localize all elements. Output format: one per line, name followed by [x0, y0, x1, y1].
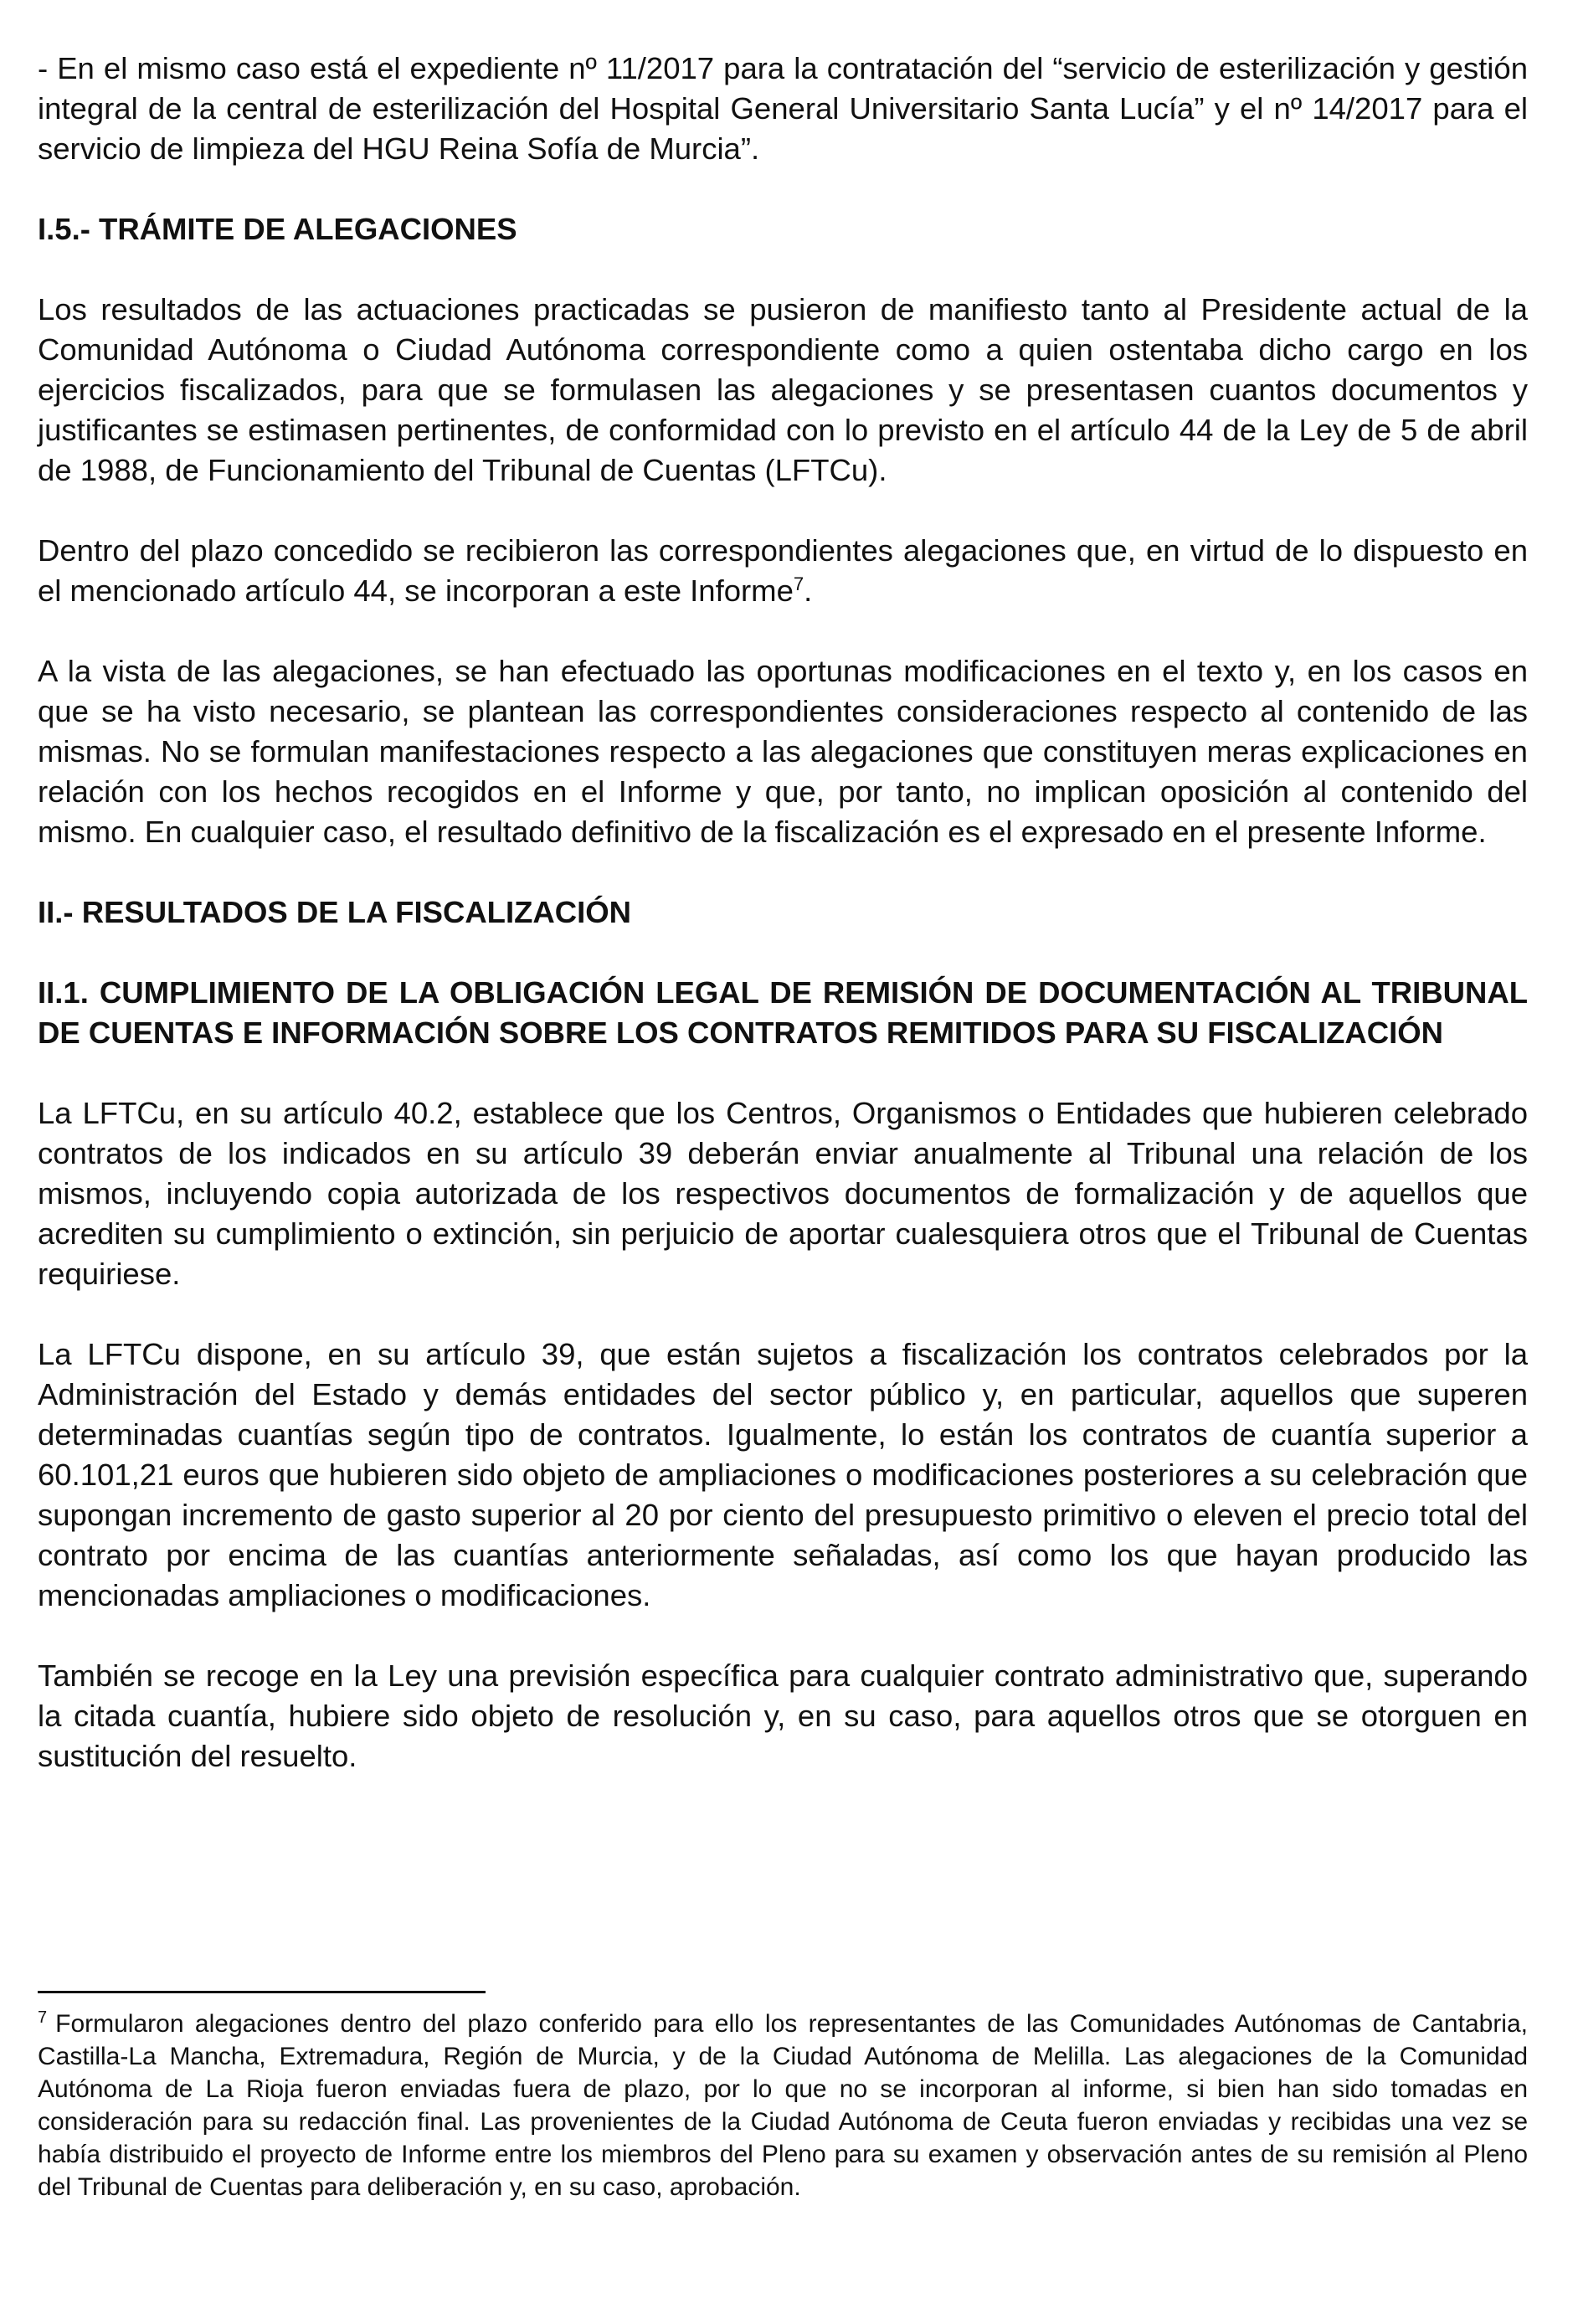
footnote-reference[interactable]: 7 [793, 573, 804, 594]
alegaciones-paragraph-2-end: . [804, 573, 813, 608]
footnote [38, 2008, 1528, 2203]
cumplimiento-paragraph-1: La LFTCu, en su artículo 40.2, establece que los Centros, Organismos o Entidades que hubieren celebrado contratos de los indicados en su artículo 39 deberán enviar anualmente al Tribunal una relación de los mismos, incluyendo copia autorizada de los respectivos documentos de formalización y de aquellos que acrediten su cumplimiento o extinción, sin perjuicio de aportar cualesquiera otros que el Tribunal de Cuentas requiriese. [38, 1096, 1528, 1291]
section-heading-i5: I.5.- TRÁMITE DE ALEGACIONES [38, 212, 517, 246]
cumplimiento-paragraph-3: También se recoge en la Ley una previsión específica para cualquier contrato administrativo que, superando la citada cuantía, hubiere sido objeto de resolución y, en su caso, para aquellos otros que se otorguen en sustitución del resuelto. [38, 1658, 1528, 1773]
intro-paragraph: - En el mismo caso está el expediente nº 11/2017 para la contratación del “servicio de esterilización y gestión integral de la central de esterilización del Hospital General Universitario Santa Lucía” y el nº 14/2017 para el servicio de limpieza del HGU Reina Sofía de Murcia”. [38, 51, 1528, 166]
section-heading-ii1: II.1. CUMPLIMIENTO DE LA OBLIGACIÓN LEGAL DE REMISIÓN DE DOCUMENTACIÓN AL TRIBUNAL DE CUENTAS E INFORMACIÓN SOBRE LOS CONTRATOS REMITIDOS PARA SU FISCALIZACIÓN [38, 975, 1528, 1050]
footnote-separator [38, 1991, 486, 1993]
footnote-mark: 7 [38, 2008, 48, 2027]
alegaciones-paragraph-3: A la vista de las alegaciones, se han efectuado las oportunas modificaciones en el texto y, en los casos en que se ha visto necesario, se plantean las correspondientes consideraciones respecto al contenido de las mismas. No se formulan manifestaciones respecto a las alegaciones que constituyen meras explicaciones en relación con los hechos recogidos en el Informe y que, por tanto, no implican oposición al contenido del mismo. En cualquier caso, el resultado definitivo de la fiscalización es el expresado en el presente Informe. [38, 654, 1528, 849]
cumplimiento-paragraph-2: La LFTCu dispone, en su artículo 39, que están sujetos a fiscalización los contratos celebrados por la Administración del Estado y demás entidades del sector público y, en particular, aquellos que superen determinadas cuantías según tipo de contratos. Igualmente, lo están los contratos de cuantía superior a 60.101,21 euros que hubieren sido objeto de ampliaciones o modificaciones posteriores a su celebración que supongan incremento de gasto superior al 20 por ciento del presupuesto primitivo o eleven el precio total del contrato por encima de las cuantías anteriormente señaladas, así como los que hayan producido las mencionadas ampliaciones o modificaciones. [38, 1337, 1528, 1612]
alegaciones-paragraph-1: Los resultados de las actuaciones practicadas se pusieron de manifiesto tanto al Presidente actual de la Comunidad Autónoma o Ciudad Autónoma correspondiente como a quien ostentaba dicho cargo en los ejercicios fiscalizados, para que se formulasen las alegaciones y se presentasen cuantos documentos y justificantes se estimasen pertinentes, de conformidad con lo previsto en el artículo 44 de la Ley de 5 de abril de 1988, de Funcionamiento del Tribunal de Cuentas (LFTCu). [38, 292, 1528, 487]
section-heading-ii: II.- RESULTADOS DE LA FISCALIZACIÓN [38, 895, 632, 929]
document-body [38, 49, 1528, 1817]
alegaciones-paragraph-2 [38, 531, 1528, 611]
footnote-text: Formularon alegaciones dentro del plazo conferido para ello los representantes de las Comunidades Autónomas de Cantabria, Castilla-La Mancha, Extremadura, Región de Murcia, y de la Ciudad Autónoma de Melilla. Las alegaciones de la Comunidad Autónoma de La Rioja fueron enviadas fuera de plazo, por lo que no se incorporan al informe, si bien han sido tomadas en consideración para su redacción final. Las provenientes de la Ciudad Autónoma de Ceuta fueron enviadas y recibidas una vez se había distribuido el proyecto de Informe entre los miembros del Pleno para su examen y observación antes de su remisión al Pleno del Tribunal de Cuentas para deliberación y, en su caso, aprobación. [38, 2010, 1528, 2201]
alegaciones-paragraph-2-text: Dentro del plazo concedido se recibieron las correspondientes alegaciones que, en virtud de lo dispuesto en el mencionado artículo 44, se incorporan a este Informe [38, 533, 1528, 608]
